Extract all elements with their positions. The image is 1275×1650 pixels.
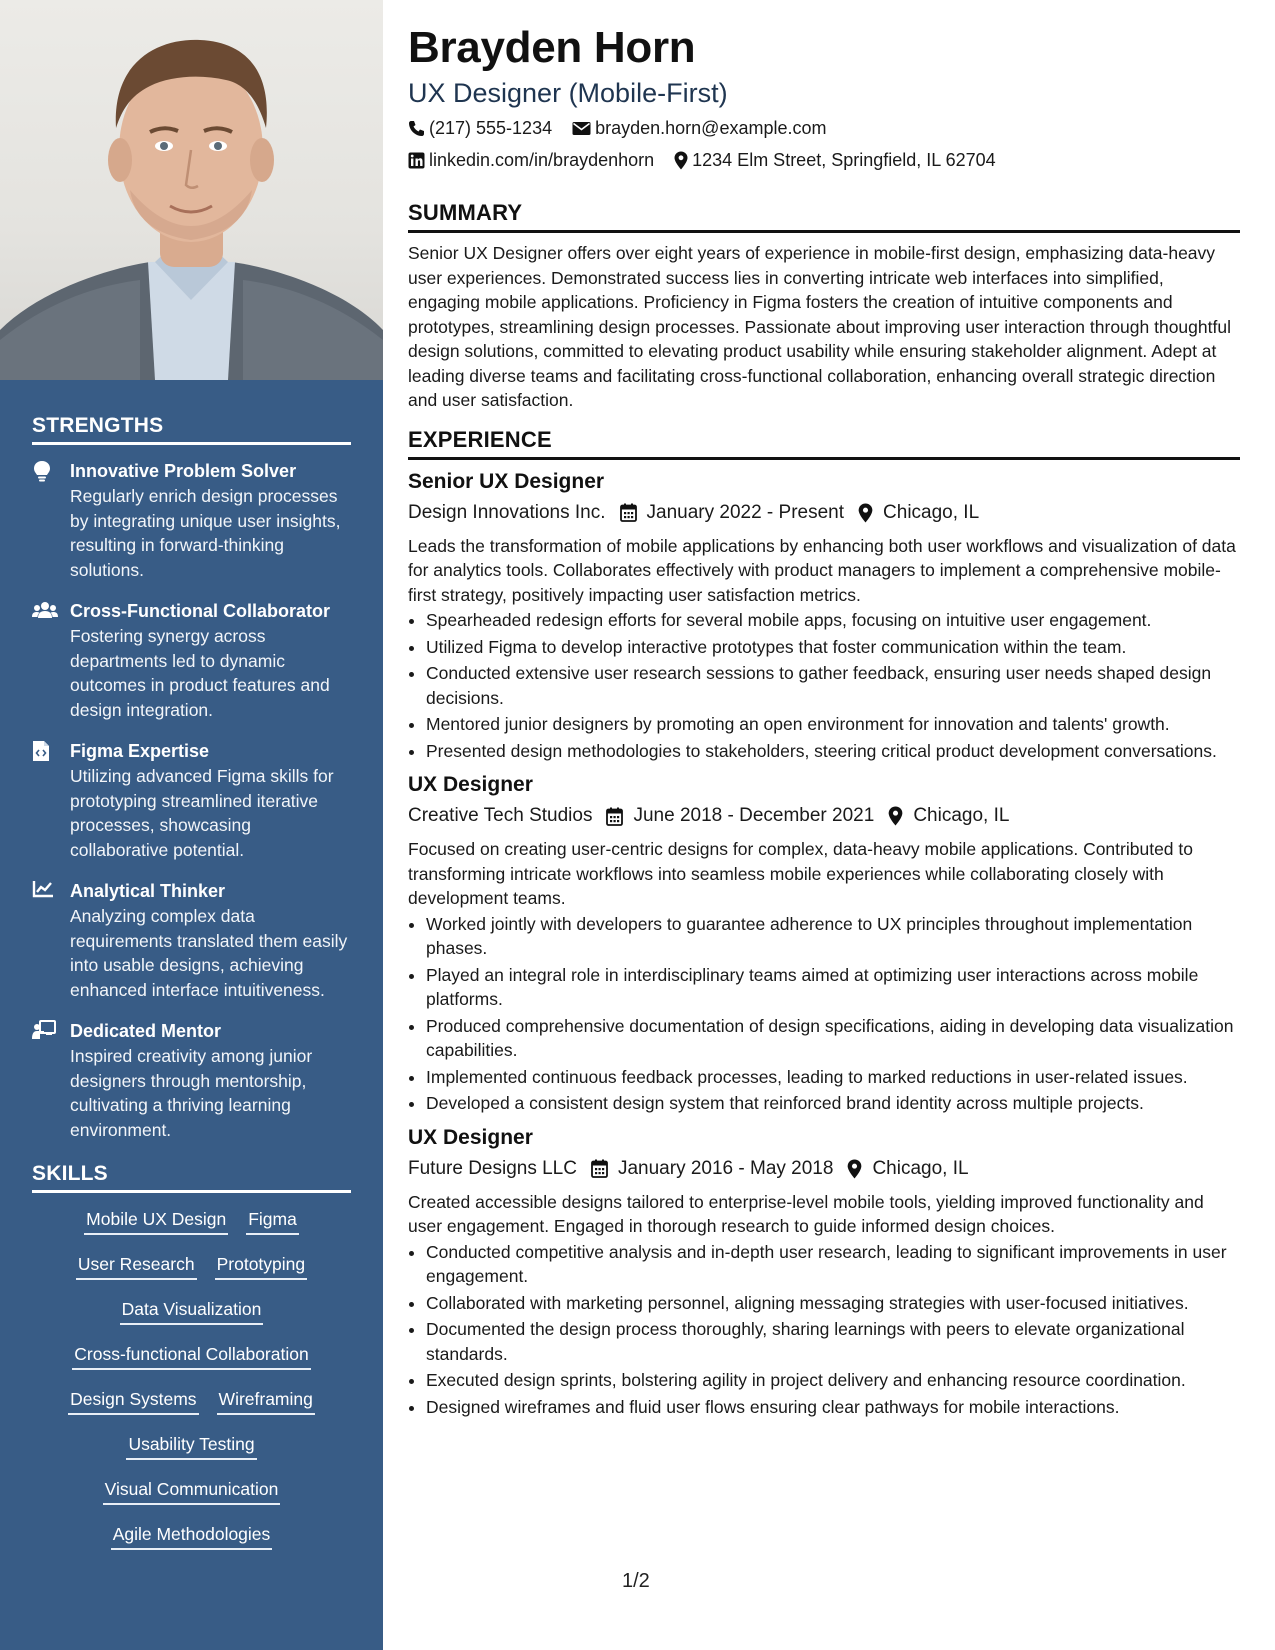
job-description: Created accessible designs tailored to enterprise-level mobile tools, yielding improved functionality and user engagement. Engaged in thorough research to guide informed design choices. [408,1191,1204,1236]
job-bullets [408,608,1240,763]
strength-title: Dedicated Mentor [70,1021,222,1041]
job-bullet: • Implemented continuous feedback processes, leading to marked reductions in user-related issues. [426,1065,1240,1090]
strength-title: Figma Expertise [70,741,210,761]
candidate-role: UX Designer (Mobile-First) [408,78,728,108]
skill-row [32,1207,351,1235]
skill-row [32,1342,351,1370]
summary-heading: SUMMARY [408,200,1240,233]
map-marker-icon [888,806,903,826]
job-dates-text: January 2016 - May 2018 [617,1157,834,1179]
skill-row [32,1297,351,1325]
job-bullet: • Developed a consistent design system that reinforced brand identity across multiple projects. [426,1091,1240,1116]
experience-heading: EXPERIENCE [408,427,1240,460]
job-dates [606,801,874,831]
job-company: Creative Tech Studios [408,805,593,826]
job-bullet: • Presented design methodologies to stakeholders, steering critical product development conversations. [426,739,1240,764]
skill-tag: User Research [76,1252,197,1280]
skill-tag: Cross-functional Collaboration [72,1342,310,1370]
sidebar-content [32,414,351,1567]
skill-tag: Figma [246,1207,299,1235]
job-meta [408,498,1240,528]
strength-description: Fostering synergy across departments led to dynamic outcomes in product features and design integration. [70,626,330,720]
strength-item [32,879,351,1002]
skill-tag: Mobile UX Design [84,1207,228,1235]
strength-description: Inspired creativity among junior designers through mentorship, cultivating a thriving learning environment. [70,1046,313,1140]
contact-email[interactable] [572,114,826,142]
phone-text: (217) 555-1234 [429,118,553,138]
portrait-illustration [0,0,383,380]
strength-description: Regularly enrich design processes by integrating unique user insights, resulting in forward-thinking solutions. [70,486,341,580]
job-bullet: • Conducted extensive user research sessions to gather feedback, ensuring user needs shaped design decisions. [426,661,1240,710]
chalkboard-teacher-icon [32,1019,70,1142]
contact-row [408,146,1240,174]
job-bullet: • Collaborated with marketing personnel, aligning messaging strategies with user-focused initiatives. [426,1291,1240,1316]
skill-tag: Design Systems [68,1387,198,1415]
job-dates-text: June 2018 - December 2021 [633,805,875,826]
job-bullet: • Utilized Figma to develop interactive prototypes that foster communication within the team. [426,635,1240,660]
strength-description: Analyzing complex data requirements translated them easily into usable designs, achieving enhanced interface intuitiveness. [70,906,348,1000]
summary-text: Senior UX Designer offers over eight years of experience in mobile-first design, emphasizing data-heavy user experiences. Demonstrated success lies in converting intricate web interfaces into simplified, engaging mobile applications. Proficiency in Figma fosters the creation of intuitive components and prototypes, streamlining design processes. Passionate about improving user interaction through thoughtful design solutions, committed to elevating product usability while ensuring stakeholder alignment. Adept at leading diverse teams and facilitating cross-functional collaboration, enhancing overall strategic direction and user satisfaction. [408,243,1231,410]
phone-icon [408,120,425,137]
users-icon [32,599,70,722]
calendar-icon [606,807,623,826]
job-entry [408,1124,1240,1420]
job-location [847,1154,968,1184]
job-location [888,801,1009,831]
envelope-icon [572,121,591,136]
job-entry [408,771,1240,1116]
skill-tag: Prototyping [215,1252,308,1280]
calendar-icon [620,503,637,522]
job-bullets [408,1240,1240,1420]
line-chart-icon [32,879,70,1002]
job-dates [620,498,845,528]
skill-row [32,1477,351,1505]
map-marker-icon [858,503,873,523]
job-dates-text: January 2022 - Present [646,501,845,523]
job-bullet: • Mentored junior designers by promoting an open environment for innovation and talents' growth. [426,712,1240,737]
job-description: Leads the transformation of mobile applications by enhancing both user workflows and visualization of data for analytics tools. Collaborates effectively with product managers to implement a comprehensive mobile-first strategy, positively impacting user satisfaction metrics. [408,535,1236,605]
strength-description: Utilizing advanced Figma skills for prototyping streamlined iterative processes, showcasing collaborative potential. [70,766,334,860]
strength-item [32,739,351,862]
job-bullet: • Produced comprehensive documentation of design specifications, aiding in developing data visualization capabilities. [426,1014,1240,1063]
job-location-text: Chicago, IL [913,805,1010,826]
skill-tag: Data Visualization [120,1297,264,1325]
job-bullet: • Spearheaded redesign efforts for several mobile apps, focusing on intuitive user engagement. [426,608,1240,633]
lightbulb-icon [32,459,70,582]
job-meta [408,1154,1240,1184]
job-bullet: • Designed wireframes and fluid user flows ensuring clear pathways for mobile interactions. [426,1395,1240,1420]
map-marker-icon [674,151,688,170]
job-bullet: • Played an integral role in interdisciplinary teams aimed at optimizing user interactions across mobile platforms. [426,963,1240,1012]
job-description: Focused on creating user-centric designs for complex, data-heavy mobile applications. Contributed to transforming intricate workflows into seamless mobile experiences while collaborating closely with development teams. [408,839,1193,908]
job-bullet: • Worked jointly with developers to guarantee adherence to UX principles throughout implementation phases. [426,912,1240,961]
contact-linkedin[interactable] [408,146,654,174]
contact-phone [408,114,552,142]
strength-item [32,599,351,722]
job-entry [408,468,1240,764]
job-bullet: • Executed design sprints, bolstering agility in project delivery and enhancing resource coordination. [426,1368,1240,1393]
skill-tag: Usability Testing [126,1432,256,1460]
skill-row [32,1387,351,1415]
email-text[interactable]: brayden.horn@example.com [595,118,827,138]
page-number: 1/2 [622,1570,650,1592]
strength-item [32,1019,351,1142]
main-content [408,22,1240,1421]
contact-address [674,146,996,174]
job-dates [591,1154,833,1184]
job-bullet: • Documented the design process thoroughly, sharing learnings with peers to elevate organizational standards. [426,1317,1240,1366]
job-bullet: • Conducted competitive analysis and in-depth user research, leading to significant improvements in user engagement. [426,1240,1240,1289]
job-title: Senior UX Designer [408,469,605,493]
calendar-icon [591,1159,608,1178]
job-location-text: Chicago, IL [872,1157,969,1179]
strengths-heading: STRENGTHS [32,414,351,445]
skill-row [32,1522,351,1550]
strength-item [32,459,351,582]
candidate-name: Brayden Horn [408,23,696,72]
strength-title: Cross-Functional Collaborator [70,601,331,621]
job-bullets [408,912,1240,1116]
contact-row [408,114,1240,142]
job-location-text: Chicago, IL [883,501,980,523]
job-company: Design Innovations Inc. [408,501,606,523]
skill-row [32,1432,351,1460]
job-meta [408,801,1240,831]
linkedin-text[interactable]: linkedin.com/in/braydenhorn [429,150,655,170]
job-company: Future Designs LLC [408,1157,577,1179]
map-marker-icon [847,1159,862,1179]
job-location [858,498,979,528]
skill-row [32,1252,351,1280]
skill-tag: Agile Methodologies [111,1522,273,1550]
skill-tag: Visual Communication [103,1477,281,1505]
skill-tag: Wireframing [217,1387,315,1415]
job-title: UX Designer [408,773,533,796]
skills-heading: SKILLS [32,1162,351,1193]
profile-photo [0,0,383,380]
job-title: UX Designer [408,1125,533,1149]
address-text: 1234 Elm Street, Springfield, IL 62704 [692,150,996,170]
strength-title: Analytical Thinker [70,881,226,901]
strength-title: Innovative Problem Solver [70,461,297,481]
code-file-icon [32,739,70,862]
linkedin-icon [408,152,425,169]
sidebar [0,0,383,1650]
